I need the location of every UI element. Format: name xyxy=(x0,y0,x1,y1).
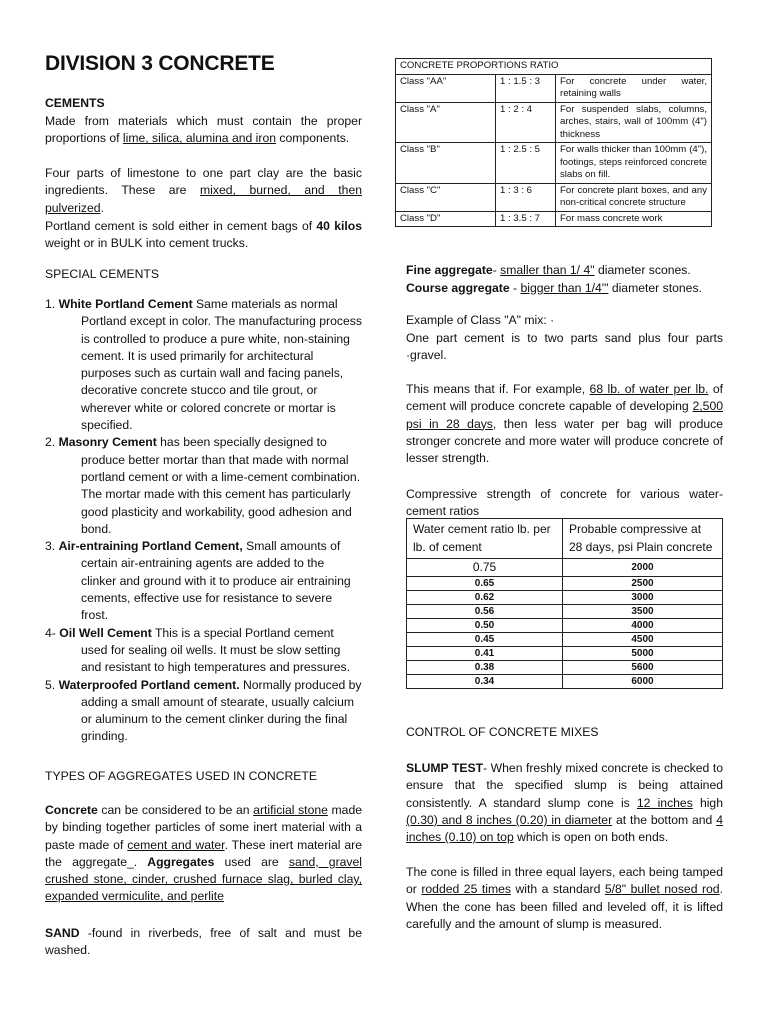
underlined-text: 5/8" bullet nosed rod xyxy=(604,882,720,897)
table-row xyxy=(396,211,712,227)
ratio-cell: 1 : 2 : 4 xyxy=(496,102,556,143)
text-run: - xyxy=(492,263,501,277)
text-run: which is open on both ends. xyxy=(513,830,669,845)
text-run: . These inert material are the aggregate_. xyxy=(45,837,362,869)
strength-cell: 4000 xyxy=(563,619,723,633)
strength-cell: 5600 xyxy=(563,661,723,675)
underlined-text: 2,500 psi in 28 days xyxy=(406,399,723,431)
text-run: - xyxy=(509,281,521,295)
text-run: This means that if. For example, xyxy=(406,382,590,396)
cone-paragraph xyxy=(406,864,723,933)
table-row xyxy=(396,102,712,143)
text-run: diameter stones. xyxy=(608,281,702,295)
ratio-cell: 0.41 xyxy=(407,647,563,661)
list-term: Masonry Cement xyxy=(58,435,157,450)
underlined-text: cement and water xyxy=(127,837,225,852)
bold-text: SAND xyxy=(45,926,80,940)
bold-text: SLUMP TEST xyxy=(406,761,484,775)
list-number: 3. xyxy=(45,539,59,554)
list-number: 5. xyxy=(45,677,59,692)
class-cell: Class "AA" xyxy=(396,74,496,102)
strength-cell: 2500 xyxy=(563,577,723,591)
aggregates-heading: TYPES OF AGGREGATES USED IN CONCRETE xyxy=(45,769,318,783)
text-run: Made from materials which must contain the proper proportions of xyxy=(45,114,362,146)
underlined-text: rodded 25 times xyxy=(421,882,511,897)
text-run: Four parts of limestone to one part clay are the basic ingredients. These are xyxy=(45,166,362,198)
list-item xyxy=(45,625,362,677)
ratio-cell: 0.38 xyxy=(407,661,563,675)
course-aggregate-line xyxy=(406,280,723,297)
text-run: can be considered to be an xyxy=(97,803,254,817)
underlined-text: (0.30) and 8 inches (0.20) in diameter xyxy=(406,812,613,827)
table-header-row xyxy=(407,519,723,559)
fine-aggregate-line xyxy=(406,262,723,279)
text-run: with a standard xyxy=(510,882,605,897)
table-row xyxy=(407,619,723,633)
concrete-proportions-table xyxy=(395,58,712,227)
table-title: CONCRETE PROPORTIONS RATIO xyxy=(396,59,712,75)
use-cell: For concrete under water, retaining walls xyxy=(556,74,712,102)
list-number: 4- xyxy=(45,625,60,640)
list-term: Oil Well Cement xyxy=(59,625,152,640)
list-item xyxy=(45,538,362,624)
cements-paragraph-2 xyxy=(45,165,362,217)
table-row xyxy=(407,559,723,577)
text-run: . When the cone has been filled and leveled off, it is lifted carefully and the amount of slump is measured. xyxy=(406,882,723,931)
slump-test-paragraph xyxy=(406,760,723,846)
text-run: of cement will produce concrete capable of developing xyxy=(406,382,724,414)
underlined-text: 68 lb. of water per lb. xyxy=(589,382,709,396)
example-text: One part cement is to two parts sand plus four parts ·gravel. xyxy=(406,331,723,363)
text-run: weight or in BULK into cement trucks. xyxy=(45,236,249,251)
table-row xyxy=(407,647,723,661)
text-run: Portland cement is sold either in cement bags of xyxy=(45,219,317,233)
strength-cell: 4500 xyxy=(563,633,723,647)
text-run: high xyxy=(692,795,723,810)
text-run: -found in riverbeds, free of salt and must be washed. xyxy=(45,926,362,958)
underlined-text: sand, gravel crushed stone, cinder, crushed furnace slag, burled clay, expanded vermiculite, and perlite xyxy=(45,854,362,904)
strength-cell: 5000 xyxy=(563,647,723,661)
means-paragraph xyxy=(406,381,723,467)
list-text: This is a special Portland cement used for sealing oil wells. It must be slow setting and resistant to high temperatures and pressures. xyxy=(81,625,350,675)
use-cell: For walls thicker than 100mm (4"), footings, steps reinforced concrete slabs on fill. xyxy=(556,143,712,184)
special-cements-list xyxy=(45,296,362,746)
table-row xyxy=(407,661,723,675)
list-number: 1. xyxy=(45,297,59,311)
table-row xyxy=(407,675,723,689)
bold-text: Concrete xyxy=(45,803,98,817)
table-row xyxy=(407,591,723,605)
control-heading: CONTROL OF CONCRETE MIXES xyxy=(406,725,599,739)
cements-paragraph-1 xyxy=(45,113,362,148)
table-row xyxy=(407,633,723,647)
bold-text: Aggregates xyxy=(147,854,215,869)
text-run: components. xyxy=(276,131,350,146)
ratio-cell: 0.62 xyxy=(407,591,563,605)
list-text: has been specially designed to produce better mortar than that made with normal portland cement or with a lime-cement combination. The mortar made with this cement has particularly good plasticity and workability, good adhesion and bond. xyxy=(81,435,361,536)
underlined-text: mixed, burned, and then pulverized xyxy=(45,183,362,215)
class-cell: Class "D" xyxy=(396,211,496,227)
class-cell: Class "B" xyxy=(396,143,496,184)
list-number: 2. xyxy=(45,435,59,450)
concrete-paragraph xyxy=(45,802,362,906)
text-run: at the bottom and xyxy=(612,812,717,827)
text-run: . xyxy=(100,200,104,215)
list-text: Normally produced by adding a small amount of stearate, usually calcium or aluminum to the cement clinker during the final grinding. xyxy=(81,677,362,744)
ratio-cell: 1 : 3 : 6 xyxy=(496,183,556,211)
table-row xyxy=(407,605,723,619)
compressive-intro: Compressive strength of concrete for various water-cement ratios xyxy=(406,487,723,519)
list-term: Waterproofed Portland cement. xyxy=(58,677,240,692)
table-row xyxy=(396,183,712,211)
special-cements-heading: SPECIAL CEMENTS xyxy=(45,267,160,281)
underlined-text: artificial stone xyxy=(253,803,328,817)
water-cement-ratio-table xyxy=(406,518,723,689)
underlined-text: 4 inches (0.10) on top xyxy=(406,812,723,845)
table-row xyxy=(396,74,712,102)
strength-cell: 6000 xyxy=(563,675,723,689)
list-term: White Portland Cement xyxy=(58,297,193,311)
underlined-text: smaller than 1/ 4" xyxy=(500,263,595,277)
class-cell: Class "C" xyxy=(396,183,496,211)
list-item xyxy=(45,434,362,538)
cements-paragraph-3 xyxy=(45,218,362,253)
strength-cell: 3500 xyxy=(563,605,723,619)
table-header-row xyxy=(396,59,712,75)
ratio-cell: 0.34 xyxy=(407,675,563,689)
list-term: Air-entraining Portland Cement, xyxy=(58,539,243,554)
text-run: The cone is filled in three equal layers, each being tamped or xyxy=(406,865,723,897)
ratio-cell: 0.65 xyxy=(407,577,563,591)
list-text: Small amounts of certain air-entraining agents are added to the clinker and ground with it to produce air entraining cements, effective use for resistance to severe frost. xyxy=(81,539,351,623)
bold-text: Fine aggregate xyxy=(406,263,493,277)
class-cell: Class "A" xyxy=(396,102,496,143)
ratio-cell: 0.45 xyxy=(407,633,563,647)
text-run: - When freshly mixed concrete is checked to ensure that the specified slump is being attained consistently. A standard slump cone is xyxy=(406,761,723,810)
list-item xyxy=(45,296,362,434)
column-header: Probable compressive at 28 days, psi Plain concrete xyxy=(563,519,723,559)
list-text: Same materials as normal Portland except in color. The manufacturing process is controlled to produce a pure white, non-staining cement. It is used primarily for architectural purposes such as curtain wall and facing panels, decorative concrete stucco and tile grout, or wherever white or colored concrete or mortar is specified. xyxy=(81,297,362,433)
use-cell: For suspended slabs, columns, arches, stairs, wall of 100mm (4") thickness xyxy=(556,102,712,143)
bold-text: 40 kilos xyxy=(316,219,362,233)
sand-paragraph xyxy=(45,925,362,960)
table-row xyxy=(396,143,712,184)
text-run: diameter scones. xyxy=(594,263,691,277)
list-item xyxy=(45,677,362,746)
table-row xyxy=(407,577,723,591)
text-run: made by binding together particles of some inert material with a paste made of xyxy=(45,803,362,852)
ratio-cell: 1 : 2.5 : 5 xyxy=(496,143,556,184)
underlined-text: lime, silica, alumina and iron xyxy=(122,131,277,146)
page-title: DIVISION 3 CONCRETE xyxy=(45,52,275,75)
example-line: Example of Class "A" mix: · xyxy=(406,313,555,327)
ratio-cell: 0.50 xyxy=(407,619,563,633)
strength-cell: 3000 xyxy=(563,591,723,605)
underlined-text: bigger than 1/4'" xyxy=(520,281,609,295)
bold-text: Course aggregate xyxy=(406,281,510,295)
ratio-cell: 0.56 xyxy=(407,605,563,619)
use-cell: For mass concrete work xyxy=(556,211,712,227)
strength-cell: 2000 xyxy=(563,559,723,577)
text-run: , then less water per bag will produce stronger concrete and more water will produce concrete of lesser strength. xyxy=(406,416,723,466)
ratio-cell: 1 : 3.5 : 7 xyxy=(496,211,556,227)
cements-heading: CEMENTS xyxy=(45,96,105,110)
use-cell: For concrete plant boxes, and any non-critical concrete structure xyxy=(556,183,712,211)
ratio-cell: 0.75 xyxy=(407,559,563,577)
ratio-cell: 1 : 1.5 : 3 xyxy=(496,74,556,102)
underlined-text: 12 inches xyxy=(636,795,693,810)
column-header: Water cement ratio lb. per lb. of cement xyxy=(407,519,563,559)
text-run: used are xyxy=(214,854,289,869)
